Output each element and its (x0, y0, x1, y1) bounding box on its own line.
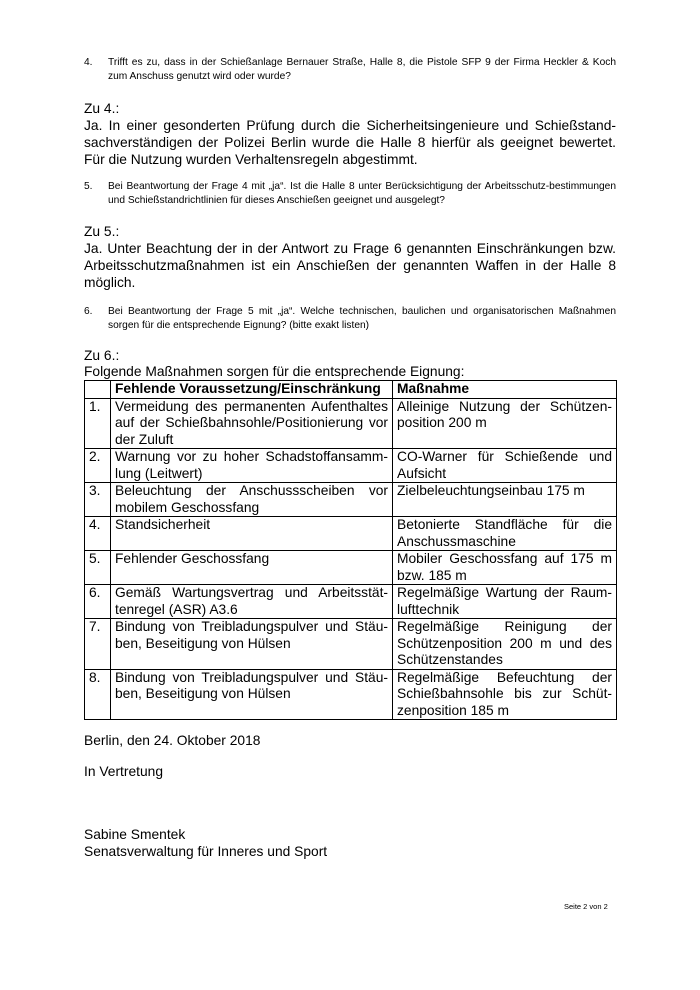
table-row (85, 449, 617, 483)
representation-note: In Vertretung (84, 764, 164, 779)
row-measure: Mobiler Geschossfang auf 175 m bzw. 185 m (393, 551, 617, 585)
signatory-name: Sabine Smentek (84, 827, 186, 842)
row-requirement: Warnung vor zu hoher Schadstoffansamm-lung (Leitwert) (111, 449, 393, 483)
answer-text-4: Ja. In einer gesonderten Prüfung durch die Sicherheitsingenieure und Schießstand-sachverständigen der Polizei Berlin wurde die Halle 8 hierfür als geeignet bewertet. Für die Nutzung wurden Verhaltensregeln abgestimmt. (84, 118, 616, 167)
row-number: 6. (85, 585, 111, 619)
answer-heading-6: Zu 6.: (84, 348, 120, 363)
table-row (85, 483, 617, 517)
row-number: 3. (85, 483, 111, 517)
row-requirement: Gemäß Wartungsvertrag und Arbeitsstät-tenregel (ASR) A3.6 (111, 585, 393, 619)
table-row (85, 669, 617, 720)
row-requirement: Bindung von Treibladungspulver und Stäu-ben, Beseitigung von Hülsen (111, 619, 393, 670)
row-measure: Regelmäßige Reinigung der Schützenposition 200 m und des Schützenstandes (393, 619, 617, 670)
question-number: 6. (84, 306, 93, 317)
answer-heading-4: Zu 4.: (84, 101, 120, 116)
row-requirement: Vermeidung des permanenten Aufenthaltes auf der Schießbahnsohle/Positionierung vor der Zuluft (111, 398, 393, 449)
table-row (85, 585, 617, 619)
row-measure: Betonierte Standfläche für die Anschussmaschine (393, 517, 617, 551)
row-requirement: Fehlender Geschossfang (111, 551, 393, 585)
question-number: 4. (84, 57, 93, 68)
answer-text-5: Ja. Unter Beachtung der in der Antwort zu Frage 6 genannten Einschränkungen bzw. Arbeitsschutzmaßnahmen ist ein Anschießen der genannten Waffen in der Halle 8 möglich. (84, 241, 616, 290)
question-text: Bei Beantwortung der Frage 4 mit „ja“. Ist die Halle 8 unter Berücksichtigung der Arbeitsschutz-bestimmungen und Schießstandrichtlinien für dieses Anschießen geeignet und ausgelegt? (108, 181, 616, 206)
question-text: Bei Beantwortung der Frage 5 mit „ja“. Welche technischen, baulichen und organisatorischen Maßnahmen sorgen für die entsprechende Eignung? (bitte exakt listen) (108, 306, 616, 331)
question-text: Trifft es zu, dass in der Schießanlage Bernauer Straße, Halle 8, die Pistole SFP 9 der Firma Heckler & Koch zum Anschuss genutzt wird oder wurde? (108, 57, 616, 82)
row-number: 8. (85, 669, 111, 720)
answer-heading-5: Zu 5.: (84, 224, 120, 239)
table-row (85, 619, 617, 670)
table-header-row (85, 381, 617, 399)
table-row (85, 398, 617, 449)
row-number: 2. (85, 449, 111, 483)
row-number: 4. (85, 517, 111, 551)
row-number: 7. (85, 619, 111, 670)
row-number: 5. (85, 551, 111, 585)
row-requirement: Bindung von Treibladungspulver und Stäu-ben, Beseitigung von Hülsen (111, 669, 393, 720)
row-measure: Alleinige Nutzung der Schützen-position 200 m (393, 398, 617, 449)
table-row (85, 551, 617, 585)
row-requirement: Standsicherheit (111, 517, 393, 551)
row-measure: Zielbeleuchtungseinbau 175 m (393, 483, 617, 517)
row-measure: CO-Warner für Schießende und Aufsicht (393, 449, 617, 483)
table-header-measure: Maßnahme (393, 381, 617, 399)
table-header-requirement: Fehlende Voraussetzung/Einschränkung (111, 381, 393, 399)
answer-text-6: Folgende Maßnahmen sorgen für die entsprechende Eignung: (84, 364, 465, 379)
row-number: 1. (85, 398, 111, 449)
measures-table (84, 380, 617, 720)
table-header-number (85, 381, 111, 399)
place-date: Berlin, den 24. Oktober 2018 (84, 733, 261, 748)
row-requirement: Beleuchtung der Anschussscheiben vor mobilem Geschossfang (111, 483, 393, 517)
table-row (85, 517, 617, 551)
signatory-department: Senatsverwaltung für Inneres und Sport (84, 844, 328, 859)
question-number: 5. (84, 181, 93, 192)
row-measure: Regelmäßige Befeuchtung der Schießbahnsohle bis zur Schüt-zenposition 185 m (393, 669, 617, 720)
row-measure: Regelmäßige Wartung der Raum-lufttechnik (393, 585, 617, 619)
page-number: Seite 2 von 2 (564, 902, 608, 911)
